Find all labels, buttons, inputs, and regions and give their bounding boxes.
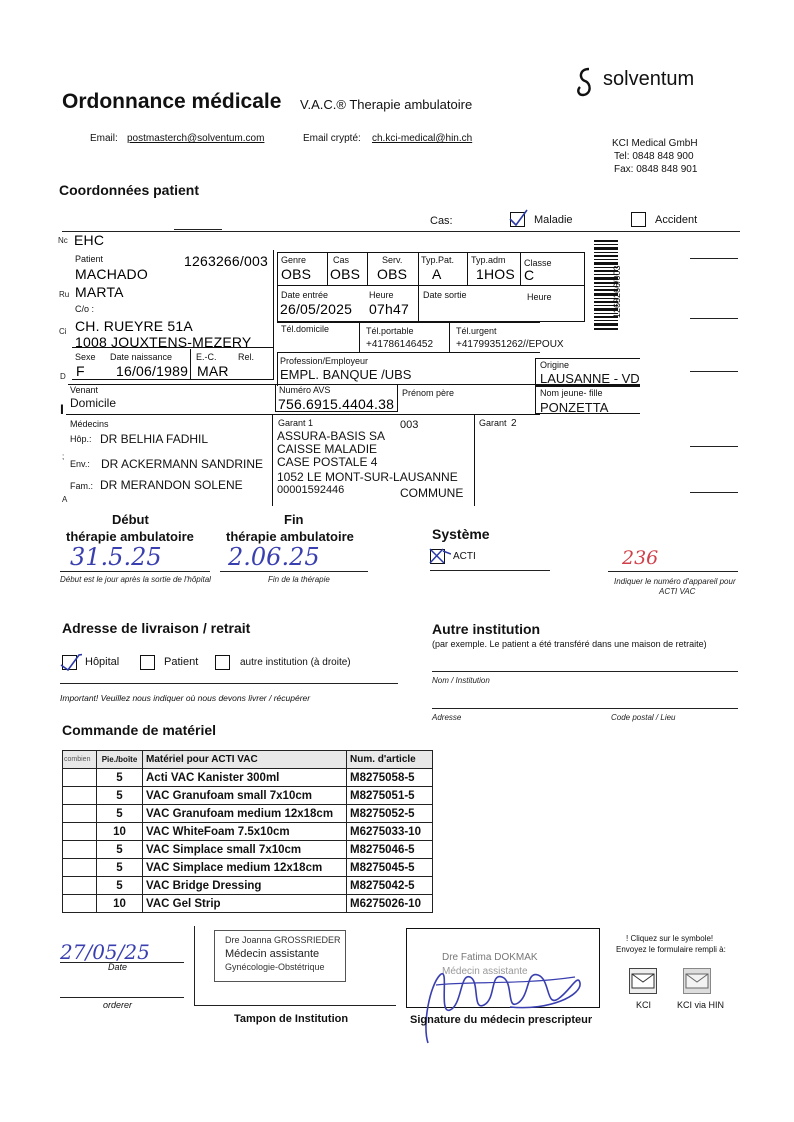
classe-label: Classe bbox=[524, 258, 552, 268]
heure-label: Heure bbox=[369, 290, 394, 300]
email-link[interactable]: postmasterch@solventum.com bbox=[127, 133, 265, 144]
table-row[interactable] bbox=[63, 895, 433, 913]
cas-label: Cas: bbox=[430, 215, 453, 227]
material-table bbox=[62, 750, 433, 913]
margin-mark: I bbox=[60, 401, 64, 417]
fin-note: Fin de la thérapie bbox=[268, 575, 330, 584]
typpat-label: Typ.Pat. bbox=[421, 255, 455, 265]
article-cell: M8275058-5 bbox=[347, 769, 433, 787]
typadm-value: 1HOS bbox=[476, 266, 515, 282]
garant-line2: CAISSE MALADIE bbox=[277, 442, 378, 456]
profession-label: Profession/Employeur bbox=[280, 356, 369, 366]
divider-line bbox=[520, 252, 521, 285]
kci-mail-icon[interactable] bbox=[629, 968, 657, 994]
divider-line bbox=[367, 252, 368, 285]
pieces-cell: 5 bbox=[97, 769, 143, 787]
env-value: DR ACKERMANN SANDRINE bbox=[101, 457, 264, 471]
debut-subtitle: thérapie ambulatoire bbox=[66, 529, 194, 544]
institution-zip-label: Code postal / Lieu bbox=[611, 713, 676, 722]
garant-line1: ASSURA-BASIS SA bbox=[277, 429, 386, 443]
fin-title: Fin bbox=[284, 512, 304, 527]
hopital-label: Hôpital bbox=[85, 656, 120, 668]
brand-name: solventum bbox=[603, 68, 695, 90]
divider-line bbox=[277, 352, 278, 386]
tel-urg-label: Tél.urgent bbox=[456, 326, 497, 336]
device-line bbox=[608, 571, 738, 572]
margin-mark: Ci bbox=[59, 327, 67, 336]
patient-delivery-label: Patient bbox=[164, 656, 199, 668]
email-crypt-label: Email crypté: bbox=[303, 133, 361, 144]
table-row[interactable] bbox=[63, 841, 433, 859]
sexe-label: Sexe bbox=[75, 352, 96, 362]
venant-value: Domicile bbox=[70, 396, 117, 410]
divider-line bbox=[277, 322, 540, 323]
patient-city: 1008 JOUXTENS-MEZERY bbox=[75, 334, 252, 350]
stamp2-line2: Médecin assistante bbox=[442, 966, 528, 977]
quantity-cell[interactable] bbox=[63, 787, 97, 805]
material-cell: VAC Bridge Dressing bbox=[143, 877, 347, 895]
header-pieces: Pie./boîte bbox=[97, 751, 143, 769]
stamp1-line2: Médecin assistante bbox=[225, 948, 320, 960]
fin-date-value[interactable]: 2.06.25 bbox=[228, 543, 320, 571]
order-title: Commande de matériel bbox=[62, 722, 217, 738]
divider-line bbox=[190, 349, 191, 380]
medecins-label: Médecins bbox=[70, 419, 109, 429]
signature-icon bbox=[410, 955, 593, 1055]
divider-line bbox=[690, 318, 738, 319]
patient-firstname: MARTA bbox=[75, 284, 124, 300]
patient-block-border bbox=[72, 250, 274, 380]
debut-line bbox=[60, 571, 210, 572]
table-header-row bbox=[63, 751, 433, 769]
autre-label: autre institution (à droite) bbox=[240, 657, 351, 668]
solventum-logo-icon bbox=[573, 66, 597, 98]
ec-value: MAR bbox=[197, 363, 229, 379]
divider-line bbox=[690, 371, 738, 372]
material-cell: VAC Simplace medium 12x18cm bbox=[143, 859, 347, 877]
article-cell: M8275042-5 bbox=[347, 877, 433, 895]
systeme-title: Système bbox=[432, 526, 490, 542]
typadm-label: Typ.adm bbox=[471, 255, 506, 265]
pieces-cell: 5 bbox=[97, 841, 143, 859]
quantity-cell[interactable] bbox=[63, 859, 97, 877]
important-note: Important! Veuillez nous indiquer où nous devons livrer / récupérer bbox=[60, 693, 311, 703]
company-name: KCI Medical GmbH bbox=[612, 138, 698, 149]
acti-label: ACTI bbox=[453, 551, 476, 562]
patient-section-title: Coordonnées patient bbox=[59, 182, 200, 198]
device-note-1: Indiquer le numéro d'appareil pour bbox=[614, 577, 736, 586]
quantity-cell[interactable] bbox=[63, 823, 97, 841]
serv-label: Serv. bbox=[382, 255, 403, 265]
divider-line bbox=[62, 231, 740, 232]
other-institution-title: Autre institution bbox=[432, 621, 541, 637]
typpat-value: A bbox=[432, 266, 442, 282]
quantity-cell[interactable] bbox=[63, 895, 97, 913]
article-cell: M6275026-10 bbox=[347, 895, 433, 913]
pieces-cell: 5 bbox=[97, 787, 143, 805]
heure-value: 07h47 bbox=[369, 301, 409, 317]
kci-label: KCI bbox=[636, 1000, 652, 1010]
table-row[interactable] bbox=[63, 859, 433, 877]
origine-label: Origine bbox=[540, 360, 570, 370]
divider-line bbox=[66, 414, 540, 415]
rel-label: Rel. bbox=[238, 352, 255, 362]
page-title: Ordonnance médicale bbox=[62, 90, 282, 113]
garant-line4: 1052 LE MONT-SUR-LAUSANNE bbox=[277, 470, 458, 484]
table-row[interactable] bbox=[63, 877, 433, 895]
autre-checkbox[interactable] bbox=[215, 655, 230, 670]
margin-mark: Nc bbox=[58, 236, 68, 245]
patient-lastname: MACHADO bbox=[75, 266, 148, 282]
pieces-cell: 10 bbox=[97, 823, 143, 841]
quantity-cell[interactable] bbox=[63, 841, 97, 859]
patient-label: Patient bbox=[75, 254, 104, 264]
margin-mark: ; bbox=[62, 452, 65, 461]
ehc-value: EHC bbox=[74, 232, 105, 248]
pieces-cell: 5 bbox=[97, 877, 143, 895]
other-institution-note: (par exemple. Le patient a été transféré dans une maison de retraite) bbox=[432, 639, 707, 649]
garant-line3: CASE POSTALE 4 bbox=[277, 455, 378, 469]
email-crypt-link[interactable]: ch.kci-medical@hin.ch bbox=[372, 133, 473, 144]
check-mark-icon bbox=[60, 653, 82, 671]
serv-value: OBS bbox=[377, 266, 408, 282]
garant-commune: COMMUNE bbox=[400, 486, 464, 500]
nom-jeune-value: PONZETTA bbox=[540, 400, 609, 415]
divider-line bbox=[690, 446, 738, 447]
divider-line bbox=[449, 322, 450, 352]
pieces-cell: 5 bbox=[97, 805, 143, 823]
divider-line bbox=[418, 252, 419, 322]
margin-mark: D bbox=[60, 372, 66, 381]
company-fax: Fax: 0848 848 901 bbox=[614, 164, 698, 175]
stamp1-line3: Gynécologie-Obstétrique bbox=[225, 962, 325, 972]
dob-value: 16/06/1989 bbox=[116, 363, 189, 379]
fam-value: DR MERANDON SOLENE bbox=[100, 478, 243, 492]
dob-label: Date naissance bbox=[110, 352, 173, 362]
divider-line bbox=[327, 252, 328, 285]
check-mark-icon bbox=[508, 209, 528, 227]
co-label: C/o : bbox=[75, 304, 95, 314]
systeme-line bbox=[430, 570, 550, 571]
header-combien: combien bbox=[63, 751, 97, 769]
institution-name-label: Nom / Institution bbox=[432, 676, 490, 685]
kci-hin-label: KCI via HIN bbox=[677, 1000, 725, 1010]
signature-label: Signature du médecin prescripteur bbox=[410, 1014, 593, 1026]
click-instruction-2: Envoyez le formulaire rempli à: bbox=[616, 945, 726, 954]
divider-line bbox=[690, 492, 738, 493]
debut-title: Début bbox=[112, 512, 149, 527]
article-cell: M8275052-5 bbox=[347, 805, 433, 823]
debut-date-value[interactable]: 31.5.25 bbox=[70, 543, 162, 571]
prenom-pere-label: Prénom père bbox=[402, 388, 455, 398]
institution-stamp bbox=[214, 930, 346, 982]
avs-value: 756.6915.4404.38 bbox=[278, 396, 395, 412]
profession-value: EMPL. BANQUE /UBS bbox=[280, 367, 412, 382]
cas2-label: Cas bbox=[333, 255, 350, 265]
tel-urg-value: +41799351262//EPOUX bbox=[456, 339, 564, 350]
divider-line bbox=[277, 285, 585, 286]
stamp2-line1: Dre Fatima DOKMAK bbox=[442, 952, 538, 963]
ec-label: E.-C. bbox=[196, 352, 217, 362]
classe-value: C bbox=[524, 267, 535, 283]
pieces-cell: 5 bbox=[97, 859, 143, 877]
fin-line bbox=[220, 571, 368, 572]
hop-label: Hôp.: bbox=[70, 434, 92, 444]
check-mark-icon bbox=[429, 547, 451, 565]
tel-port-value: +41786146452 bbox=[366, 339, 434, 350]
hop-value: DR BELHIA FADHIL bbox=[100, 432, 209, 446]
date-value[interactable]: 27/05/25 bbox=[60, 940, 150, 964]
barcode-text: 1263266/003 bbox=[612, 265, 622, 318]
kci-hin-mail-icon[interactable] bbox=[683, 968, 711, 994]
venant-label: Venant bbox=[70, 385, 99, 395]
divider-line bbox=[272, 414, 273, 506]
maladie-checkbox[interactable] bbox=[510, 212, 525, 227]
table-row[interactable] bbox=[63, 805, 433, 823]
article-cell: M8275046-5 bbox=[347, 841, 433, 859]
genre-value: OBS bbox=[281, 266, 312, 282]
email-label: Email: bbox=[90, 133, 118, 144]
margin-mark: A bbox=[62, 495, 68, 504]
cas2-value: OBS bbox=[330, 266, 361, 282]
divider-line bbox=[359, 322, 360, 352]
institution-address-line[interactable] bbox=[432, 708, 738, 709]
maladie-label: Maladie bbox=[534, 214, 573, 226]
header-article: Num. d'article bbox=[347, 751, 433, 769]
date-entree-label: Date entrée bbox=[281, 290, 329, 300]
divider-line bbox=[474, 414, 475, 506]
garant1-code: 003 bbox=[400, 419, 419, 431]
orderer-label: orderer bbox=[103, 1000, 133, 1010]
divider-line bbox=[174, 229, 222, 230]
quantity-cell[interactable] bbox=[63, 769, 97, 787]
genre-label: Genre bbox=[281, 255, 307, 265]
delivery-line bbox=[60, 683, 398, 684]
patient-street: CH. RUEYRE 51A bbox=[75, 318, 193, 334]
garant-number: 00001592446 bbox=[277, 484, 345, 496]
fam-label: Fam.: bbox=[70, 481, 94, 491]
divider-line bbox=[277, 352, 540, 353]
accident-checkbox[interactable] bbox=[631, 212, 646, 227]
table-row[interactable] bbox=[63, 823, 433, 841]
divider-line bbox=[690, 258, 738, 259]
sexe-value: F bbox=[76, 363, 85, 379]
env-label: Env.: bbox=[70, 459, 90, 469]
garant2-number: 2 bbox=[511, 418, 517, 429]
origine-value: LAUSANNE - VD bbox=[540, 371, 640, 386]
heure2-label: Heure bbox=[527, 292, 552, 302]
article-cell: M6275033-10 bbox=[347, 823, 433, 841]
debut-note: Début est le jour après la sortie de l'hôpital bbox=[60, 575, 211, 584]
material-cell: VAC Granufoam medium 12x18cm bbox=[143, 805, 347, 823]
table-row[interactable] bbox=[63, 787, 433, 805]
date-sortie-label: Date sortie bbox=[423, 290, 467, 300]
device-number[interactable]: 236 bbox=[622, 547, 659, 569]
acti-checkbox[interactable] bbox=[430, 549, 445, 564]
institution-address-label: Adresse bbox=[432, 713, 462, 722]
material-cell: Acti VAC Kanister 300ml bbox=[143, 769, 347, 787]
patient-checkbox[interactable] bbox=[140, 655, 155, 670]
quantity-cell[interactable] bbox=[63, 877, 97, 895]
delivery-title: Adresse de livraison / retrait bbox=[62, 620, 251, 636]
accident-label: Accident bbox=[655, 214, 698, 226]
stamp1-line1: Dre Joanna GROSSRIEDER bbox=[225, 935, 341, 945]
quantity-cell[interactable] bbox=[63, 805, 97, 823]
patient-id: 1263266/003 bbox=[184, 253, 268, 269]
company-tel: Tel: 0848 848 900 bbox=[614, 151, 694, 162]
institution-name-line[interactable] bbox=[432, 671, 738, 672]
pieces-cell: 10 bbox=[97, 895, 143, 913]
header-material: Matériel pour ACTI VAC bbox=[143, 751, 347, 769]
tel-port-label: Tél.portable bbox=[366, 326, 414, 336]
hopital-checkbox[interactable] bbox=[62, 655, 77, 670]
stamp-label: Tampon de Institution bbox=[234, 1013, 349, 1025]
margin-mark: Ru bbox=[59, 290, 70, 299]
table-row[interactable] bbox=[63, 769, 433, 787]
article-cell: M8275051-5 bbox=[347, 787, 433, 805]
garant2-label: Garant bbox=[479, 418, 507, 428]
date-label: Date bbox=[108, 962, 128, 972]
material-cell: VAC WhiteFoam 7.5x10cm bbox=[143, 823, 347, 841]
material-cell: VAC Simplace small 7x10cm bbox=[143, 841, 347, 859]
material-cell: VAC Granufoam small 7x10cm bbox=[143, 787, 347, 805]
orderer-line[interactable] bbox=[60, 997, 184, 998]
material-cell: VAC Gel Strip bbox=[143, 895, 347, 913]
article-cell: M8275045-5 bbox=[347, 859, 433, 877]
device-note-2: ACTI VAC bbox=[659, 587, 696, 596]
divider-line bbox=[467, 252, 468, 285]
divider-line bbox=[72, 347, 274, 348]
nom-jeune-label: Nom jeune- fille bbox=[540, 388, 603, 398]
avs-label: Numéro AVS bbox=[279, 385, 331, 395]
tel-dom-label: Tél.domicile bbox=[281, 324, 330, 334]
garant1-label: Garant 1 bbox=[278, 418, 314, 428]
page-subtitle: V.A.C.® Therapie ambulatoire bbox=[300, 97, 473, 112]
fin-subtitle: thérapie ambulatoire bbox=[226, 529, 354, 544]
date-entree-value: 26/05/2025 bbox=[280, 301, 353, 317]
click-instruction-1: ! Cliquez sur le symbole! bbox=[626, 934, 714, 943]
